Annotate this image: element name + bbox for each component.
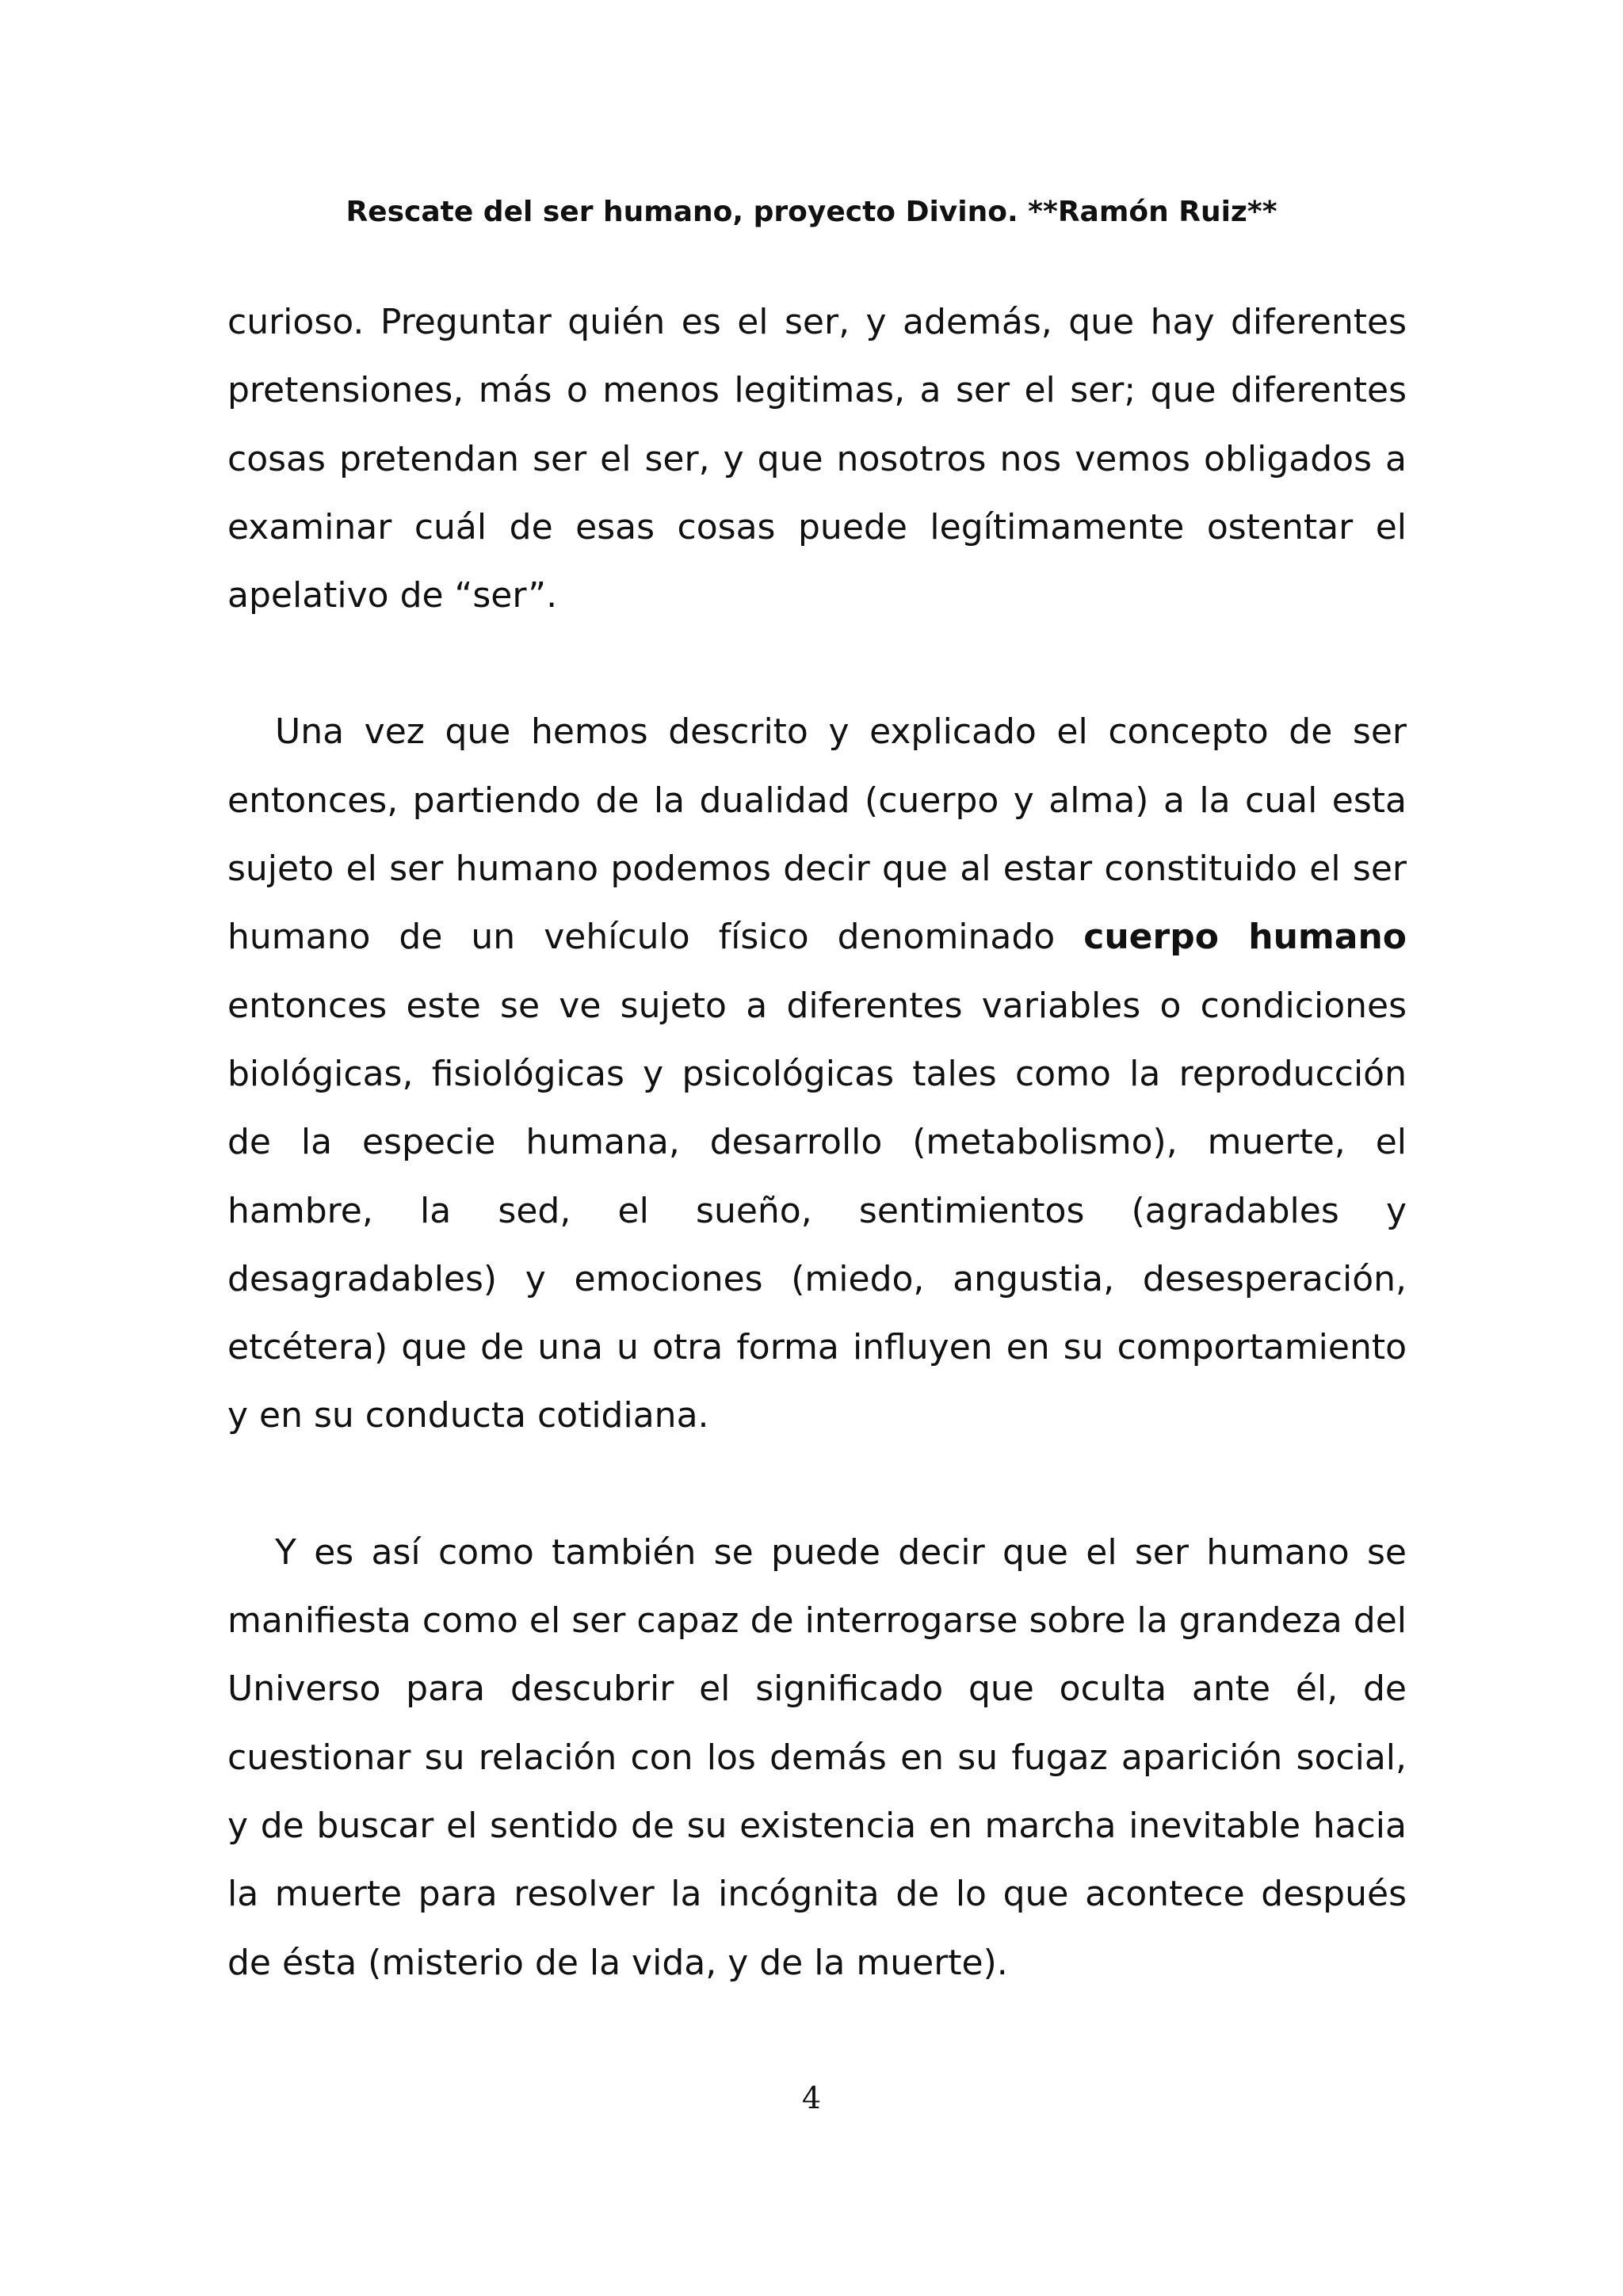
paragraph-2-bold-term: cuerpo humano	[1083, 917, 1407, 958]
paragraph-3: Y es así como también se puede decir que el ser humano se manifiesta como el ser capaz de interrogarse sobre la grandeza del Universo para descubrir el significado que oculta ante él, de cuestionar su relación con los demás en su fugaz aparición social, y de buscar el sentido de su existencia en marcha inevitable hacia la muerte para resolver la incógnita de lo que acontece después de ésta (misterio de la vida, y de la muerte).	[227, 1531, 1407, 1983]
page-number: 4	[801, 2081, 822, 2115]
running-header-title: Rescate del ser humano, proyecto Divino. **Ramón Ruiz**	[346, 196, 1277, 228]
paragraph-1: curioso. Preguntar quién es el ser, y además, que hay diferentes pretensiones, más o menos legitimas, a ser el ser; que diferentes cosas pretendan ser el ser, y que nosotros nos vemos obligados a examinar cuál de esas cosas puede legítimamente ostentar el apelativo de “ser”.	[227, 302, 1407, 616]
body-text	[227, 288, 1407, 1997]
paragraph-2-text-start: Una vez que hemos descrito y explicado el concepto de ser entonces, partiendo de la dualidad (cuerpo y alma) a la cual esta sujeto el ser humano podemos decir que al estar constituido el ser humano de un vehículo físico denominado	[227, 711, 1407, 958]
paragraph-2	[227, 698, 1407, 1450]
paragraph-2-text-end: entonces este se ve sujeto a diferentes variables o condiciones biológicas, fisiológicas y psicológicas tales como la reproducción de la especie humana, desarrollo (metabolismo), muerte, el hambre, la sed, el sueño, sentimientos (agradables y desagradables) y emociones (miedo, angustia, desesperación, etcétera) que de una u otra forma influyen en su comportamiento y en su conducta cotidiana.	[227, 985, 1407, 1436]
